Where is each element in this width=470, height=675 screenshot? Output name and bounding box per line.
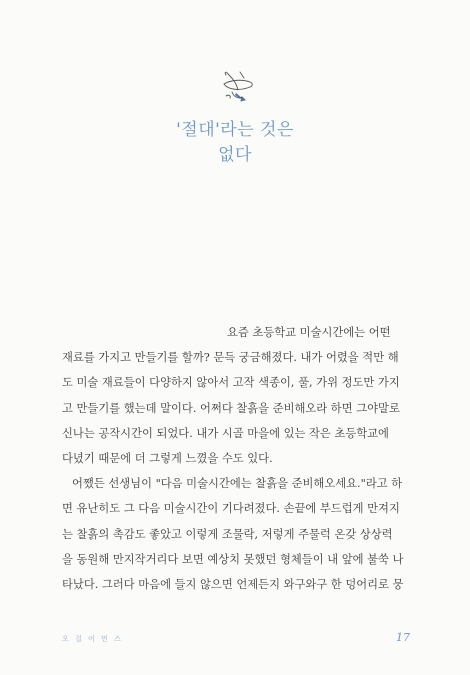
text-line: 면 유난히도 그 다음 미술시간이 기다려졌다. 손끝에 부드럽게 만져지 xyxy=(62,502,400,516)
text-line: 어쨌든 선생님이 "다음 미술시간에는 찰흙을 준비해오세요."라고 하 xyxy=(72,477,403,491)
text-line: 타났다. 그러다 마음에 들지 않으면 언제든지 와구와구 한 덩어리로 뭉 xyxy=(62,578,404,592)
paragraph-1 xyxy=(62,320,412,471)
text-line: 재료를 가지고 만들기를 할까? 문득 궁금해졌다. 내가 어렸을 적만 해 xyxy=(62,351,399,365)
text-line: 신나는 공작시간이 되었다. 내가 시골 마을에 있는 작은 초등학교에 xyxy=(62,426,389,440)
quill-scroll-icon xyxy=(218,66,256,106)
text-line: 는 찰흙의 촉감도 좋았고 이렇게 조물락, 저렇게 주물럭 온갖 상상력 xyxy=(62,527,393,541)
text-line: 을 동원해 만지작거리다 보면 예상치 못했던 형체들이 내 앞에 불쑥 나 xyxy=(62,552,404,566)
text-line: 요즘 초등학교 미술시간에는 어떤 xyxy=(227,326,391,339)
body-text xyxy=(62,320,412,597)
running-footer-title: 오 걸 어 먼 스 xyxy=(62,635,123,643)
chapter-title-line-2: 없다 xyxy=(218,145,252,165)
paragraph-2 xyxy=(62,471,412,597)
page-number: 17 xyxy=(396,631,410,644)
chapter-title-line-1: '절대'라는 것은 xyxy=(176,120,294,140)
chapter-title xyxy=(0,118,470,168)
text-line: 도 미술 재료들이 다양하지 않아서 고작 색종이, 풀, 가위 정도만 가지 xyxy=(62,376,400,390)
text-line: 다녔기 때문에 더 그렇게 느꼈을 수도 있다. xyxy=(62,452,273,466)
text-line: 고 만들기를 했는데 말이다. 어쩌다 찰흙을 준비해오라 하면 그야말로 xyxy=(62,401,400,415)
